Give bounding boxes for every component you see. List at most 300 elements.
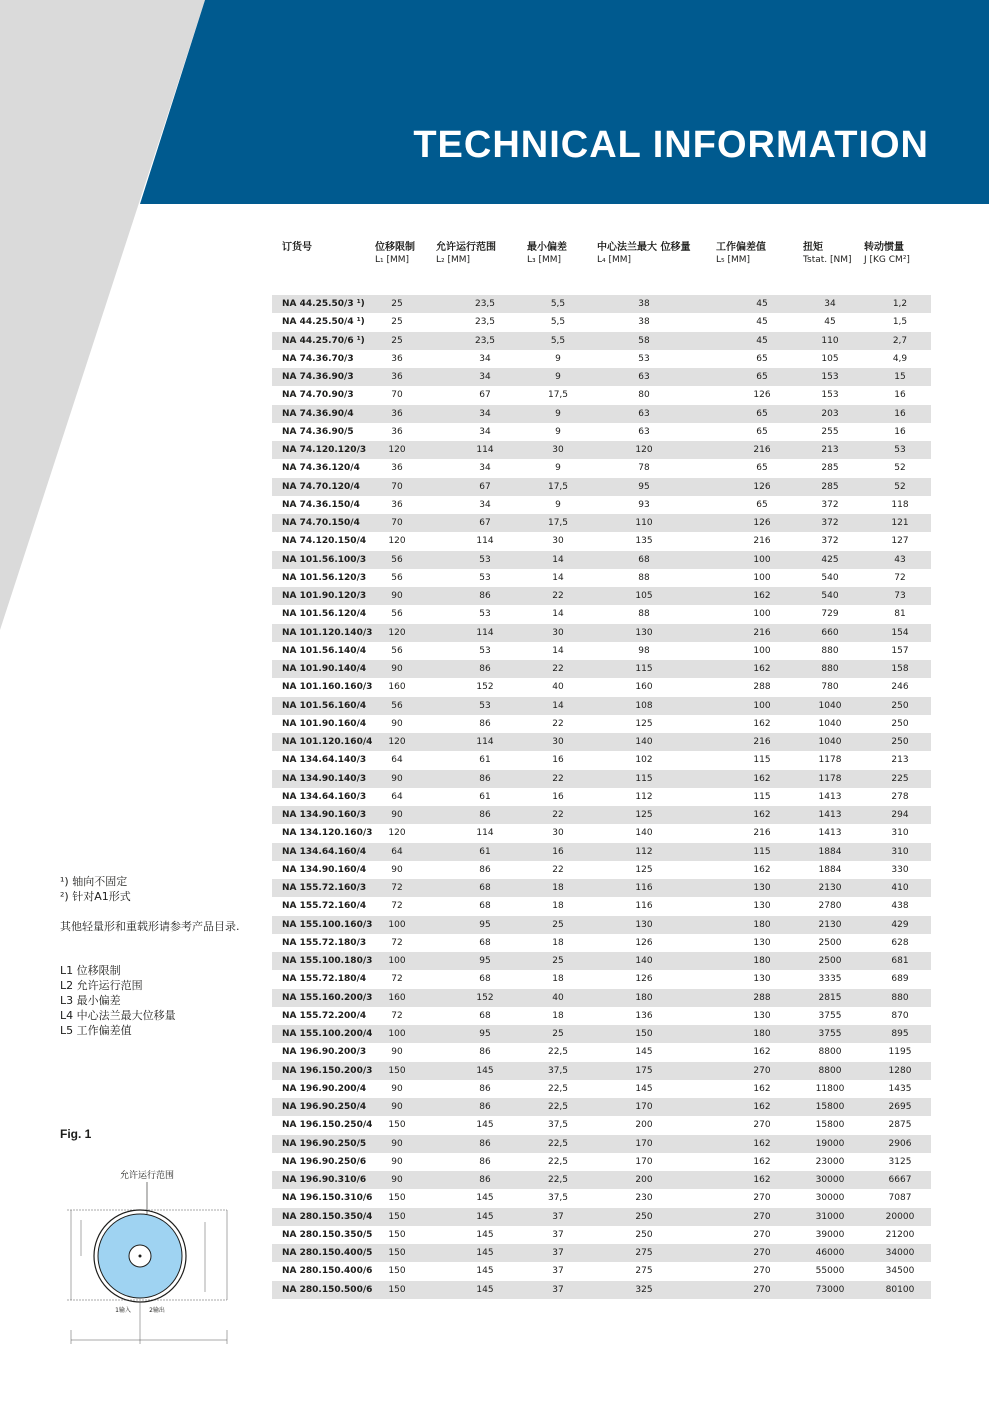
table-cell: 65: [756, 353, 768, 364]
table-cell: 110: [635, 518, 653, 528]
table-cell: 4,9: [892, 353, 908, 364]
table-cell: 98: [638, 645, 650, 656]
table-cell: 37,5: [547, 1120, 569, 1131]
order-number-cell: NA 74.36.120/4: [282, 463, 360, 474]
table-row: [272, 1171, 931, 1189]
table-cell: 127: [891, 536, 909, 547]
order-number-cell: NA 280.150.500/6: [282, 1284, 373, 1295]
order-number-cell: NA 74.36.70/3: [282, 353, 354, 364]
table-cell: 1178: [818, 755, 842, 766]
table-cell: 880: [821, 645, 839, 656]
table-cell: 150: [635, 1029, 653, 1039]
table-cell: 67: [479, 518, 491, 528]
table-cell: 200: [635, 1175, 653, 1185]
table-cell: 22: [552, 810, 564, 820]
table-cell: 18: [552, 1010, 564, 1021]
input-label: 1输入: [115, 1307, 131, 1314]
column-header-title: 订货号: [282, 242, 312, 253]
table-row: [272, 934, 931, 952]
table-cell: 30000: [815, 1175, 845, 1185]
table-cell: 114: [476, 737, 494, 747]
table-row: [272, 642, 931, 660]
table-row: [272, 441, 931, 459]
table-row: [272, 569, 931, 587]
table-cell: 22: [552, 773, 564, 784]
table-cell: 80100: [885, 1284, 915, 1295]
table-cell: 38: [638, 317, 650, 328]
order-number-cell: NA 134.64.140/3: [282, 755, 367, 766]
table-cell: 9: [555, 372, 561, 382]
table-cell: 22,5: [547, 1156, 569, 1167]
table-row: [272, 295, 931, 313]
table-cell: 150: [388, 1065, 406, 1076]
table-cell: 145: [476, 1229, 494, 1240]
table-cell: 162: [753, 864, 771, 875]
column-header: [716, 241, 766, 267]
table-cell: 102: [635, 755, 653, 766]
order-number-cell: NA 134.90.160/4: [282, 864, 367, 875]
table-cell: 100: [388, 919, 406, 930]
table-cell: 53: [638, 353, 650, 364]
grey-diagonal-band: [0, 0, 205, 630]
table-cell: 90: [391, 864, 403, 875]
table-cell: 15800: [815, 1102, 845, 1112]
table-cell: 45: [756, 317, 768, 328]
table-cell: 6667: [888, 1175, 912, 1185]
table-row: [272, 660, 931, 678]
table-cell: 140: [635, 828, 653, 839]
table-row: [272, 514, 931, 532]
table-cell: 150: [388, 1211, 406, 1222]
table-cell: 140: [635, 956, 653, 966]
table-cell: 81: [894, 609, 906, 620]
table-cell: 250: [891, 718, 909, 729]
order-number-cell: NA 44.25.50/4 ¹): [282, 317, 365, 328]
legend-item: L1 位移限制: [60, 964, 121, 977]
table-row: [272, 788, 931, 806]
table-cell: 250: [635, 1229, 653, 1240]
table-cell: 37,5: [547, 1065, 569, 1076]
table-cell: 22: [552, 664, 564, 674]
table-cell: 25: [391, 335, 403, 346]
table-cell: 372: [821, 499, 839, 510]
table-cell: 37: [552, 1229, 564, 1240]
table-cell: 90: [391, 1138, 403, 1149]
table-cell: 16: [552, 846, 564, 857]
table-cell: 30: [552, 445, 564, 455]
order-number-cell: NA 74.120.120/3: [282, 445, 367, 455]
order-number-cell: NA 280.150.350/4: [282, 1211, 373, 1222]
table-cell: 37: [552, 1284, 564, 1295]
table-cell: 1413: [818, 810, 842, 820]
table-cell: 152: [476, 992, 494, 1003]
table-cell: 18: [552, 901, 564, 912]
table-cell: 90: [391, 591, 403, 601]
column-header-title: 位移限制: [375, 242, 415, 253]
table-cell: 150: [388, 1248, 406, 1258]
table-cell: 160: [635, 682, 653, 693]
table-cell: 56: [391, 645, 403, 656]
table-cell: 216: [753, 737, 771, 747]
order-number-cell: NA 155.160.200/3: [282, 992, 373, 1003]
column-header: [864, 241, 910, 267]
table-cell: 120: [388, 445, 406, 455]
table-cell: 14: [552, 700, 564, 711]
table-row: [272, 989, 931, 1007]
table-cell: 270: [753, 1120, 771, 1131]
footnote: ¹) 轴向不固定: [60, 875, 128, 888]
table-cell: 270: [753, 1229, 771, 1240]
table-cell: 68: [479, 1010, 491, 1021]
table-row: [272, 970, 931, 988]
order-number-cell: NA 74.70.120/4: [282, 481, 360, 492]
order-number-cell: NA 101.56.100/3: [282, 554, 367, 565]
table-row: [272, 879, 931, 897]
table-cell: 285: [821, 481, 839, 492]
table-cell: 95: [479, 956, 491, 966]
table-cell: 294: [891, 810, 909, 820]
table-cell: 100: [753, 645, 771, 656]
table-row: [272, 1098, 931, 1116]
table-cell: 729: [821, 609, 839, 620]
table-cell: 5,5: [550, 299, 566, 309]
column-header-unit: L₁ [MM]: [375, 255, 410, 265]
table-cell: 90: [391, 1175, 403, 1185]
table-cell: 275: [635, 1266, 653, 1277]
table-cell: 86: [479, 1083, 491, 1094]
table-cell: 65: [756, 499, 768, 510]
table-cell: 86: [479, 773, 491, 784]
table-cell: 126: [635, 937, 653, 948]
table-row: [272, 806, 931, 824]
table-cell: 25: [552, 1029, 564, 1039]
table-cell: 39000: [815, 1229, 845, 1240]
table-cell: 90: [391, 1083, 403, 1094]
table-cell: 16: [894, 390, 906, 401]
table-cell: 86: [479, 1047, 491, 1058]
coupling-diagram: [55, 1162, 245, 1352]
column-header-unit: J [KG CM²]: [864, 255, 910, 265]
table-cell: 125: [635, 810, 653, 820]
order-number-cell: NA 280.150.400/5: [282, 1248, 373, 1258]
table-cell: 20000: [885, 1211, 915, 1222]
table-cell: 34000: [885, 1248, 915, 1258]
table-cell: 1413: [818, 828, 842, 839]
table-cell: 270: [753, 1248, 771, 1258]
table-cell: 100: [753, 554, 771, 565]
table-cell: 100: [753, 572, 771, 583]
table-cell: 9: [555, 426, 561, 437]
table-cell: 100: [388, 956, 406, 966]
table-cell: 37,5: [547, 1193, 569, 1204]
table-row: [272, 624, 931, 642]
table-cell: 72: [391, 883, 403, 893]
order-number-cell: NA 101.90.160/4: [282, 718, 367, 729]
table-cell: 65: [756, 463, 768, 474]
table-cell: 118: [891, 499, 909, 510]
table-cell: 125: [635, 864, 653, 875]
table-cell: 225: [891, 773, 909, 784]
table-cell: 330: [891, 864, 909, 875]
legend-item: L3 最小偏差: [60, 994, 121, 1007]
table-cell: 86: [479, 1156, 491, 1167]
table-cell: 36: [391, 463, 403, 474]
table-cell: 36: [391, 426, 403, 437]
table-row: [272, 861, 931, 879]
table-cell: 438: [891, 901, 909, 912]
table-cell: 95: [479, 919, 491, 930]
table-cell: 90: [391, 1102, 403, 1112]
table-cell: 780: [821, 682, 839, 693]
table-cell: 410: [891, 883, 909, 893]
table-cell: 93: [638, 499, 650, 510]
table-cell: 1195: [888, 1047, 912, 1058]
table-cell: 1435: [888, 1083, 912, 1094]
order-number-cell: NA 134.64.160/3: [282, 791, 367, 802]
output-label: 2输出: [149, 1307, 165, 1314]
column-header: [282, 241, 312, 254]
table-row: [272, 459, 931, 477]
column-header: [527, 241, 567, 267]
table-cell: 14: [552, 609, 564, 620]
table-cell: 72: [894, 572, 906, 583]
order-number-cell: NA 101.56.140/4: [282, 645, 367, 656]
table-cell: 21200: [885, 1229, 915, 1240]
table-cell: 126: [753, 481, 771, 492]
table-cell: 100: [388, 1029, 406, 1039]
table-row: [272, 1025, 931, 1043]
table-cell: 45: [756, 299, 768, 309]
table-cell: 120: [388, 627, 406, 638]
table-cell: 37: [552, 1248, 564, 1258]
table-row: [272, 478, 931, 496]
table-cell: 1,5: [892, 317, 908, 328]
table-cell: 86: [479, 664, 491, 674]
table-cell: 162: [753, 664, 771, 674]
order-number-cell: NA 74.36.90/3: [282, 372, 354, 382]
table-cell: 22,5: [547, 1102, 569, 1112]
table-cell: 18: [552, 974, 564, 985]
table-cell: 135: [635, 536, 653, 547]
table-cell: 425: [821, 554, 839, 565]
table-cell: 86: [479, 1138, 491, 1149]
table-cell: 68: [638, 554, 650, 565]
table-cell: 108: [635, 700, 653, 711]
table-cell: 200: [635, 1120, 653, 1131]
table-cell: 1178: [818, 773, 842, 784]
table-cell: 870: [891, 1010, 909, 1021]
table-row: [272, 678, 931, 696]
table-cell: 25: [552, 956, 564, 966]
table-row: [272, 587, 931, 605]
table-cell: 372: [821, 518, 839, 528]
table-cell: 64: [391, 755, 403, 766]
order-number-cell: NA 101.120.140/3: [282, 627, 373, 638]
table-cell: 162: [753, 1102, 771, 1112]
table-cell: 2500: [818, 956, 842, 966]
column-header-title: 最小偏差: [527, 242, 567, 253]
table-cell: 170: [635, 1138, 653, 1149]
table-row: [272, 1281, 931, 1299]
order-number-cell: NA 44.25.70/6 ¹): [282, 335, 365, 346]
table-cell: 25: [391, 317, 403, 328]
table-cell: 150: [388, 1229, 406, 1240]
table-cell: 1,2: [892, 299, 908, 309]
table-row: [272, 697, 931, 715]
table-cell: 162: [753, 591, 771, 601]
table-cell: 2,7: [892, 335, 908, 346]
table-cell: 2500: [818, 937, 842, 948]
table-cell: 162: [753, 1138, 771, 1149]
order-number-cell: NA 74.70.150/4: [282, 518, 360, 528]
column-header-unit: L₄ [MM]: [597, 255, 632, 265]
table-row: [272, 496, 931, 514]
table-cell: 7087: [888, 1193, 912, 1204]
table-cell: 56: [391, 572, 403, 583]
table-cell: 216: [753, 828, 771, 839]
table-cell: 68: [479, 974, 491, 985]
table-cell: 150: [388, 1120, 406, 1131]
table-cell: 8800: [818, 1065, 842, 1076]
table-cell: 100: [753, 609, 771, 620]
table-cell: 86: [479, 1102, 491, 1112]
table-cell: 130: [753, 937, 771, 948]
table-cell: 160: [388, 682, 406, 693]
table-cell: 180: [753, 956, 771, 966]
table-cell: 86: [479, 864, 491, 875]
table-cell: 65: [756, 408, 768, 419]
table-row: [272, 1080, 931, 1098]
table-cell: 88: [638, 572, 650, 583]
table-cell: 1040: [818, 718, 842, 729]
table-cell: 130: [753, 1010, 771, 1021]
table-cell: 250: [635, 1211, 653, 1222]
table-cell: 3335: [818, 974, 842, 985]
figure-caption: 允许运行范围: [119, 1171, 175, 1181]
table-cell: 36: [391, 408, 403, 419]
table-row: [272, 770, 931, 788]
table-cell: 115: [635, 773, 653, 784]
table-cell: 86: [479, 810, 491, 820]
table-cell: 121: [891, 518, 909, 528]
table-cell: 145: [476, 1248, 494, 1258]
table-cell: 53: [894, 445, 906, 455]
table-cell: 22: [552, 718, 564, 729]
table-cell: 110: [821, 335, 839, 346]
table-cell: 61: [479, 755, 491, 766]
column-header-title: 转动惯量: [864, 242, 904, 253]
table-cell: 65: [756, 372, 768, 382]
legend-list: [60, 963, 176, 1038]
order-number-cell: NA 155.72.160/4: [282, 901, 367, 912]
table-cell: 19000: [815, 1138, 845, 1149]
table-cell: 18: [552, 937, 564, 948]
table-cell: 157: [891, 645, 909, 656]
order-number-cell: NA 101.56.160/4: [282, 700, 367, 711]
table-row: [272, 1116, 931, 1134]
center-mark: [139, 1255, 142, 1258]
table-row: [272, 715, 931, 733]
table-cell: 23,5: [474, 335, 496, 346]
table-cell: 8800: [818, 1047, 842, 1058]
table-cell: 30: [552, 737, 564, 747]
table-cell: 310: [891, 828, 909, 839]
order-number-cell: NA 44.25.50/3 ¹): [282, 299, 365, 309]
order-number-cell: NA 74.120.150/4: [282, 536, 367, 547]
table-row: [272, 405, 931, 423]
column-header-title: 中心法兰最大 位移量: [597, 242, 691, 253]
table-cell: 61: [479, 791, 491, 802]
table-cell: 1280: [888, 1065, 912, 1076]
page-title: TECHNICAL INFORMATION: [413, 124, 929, 166]
table-row: [272, 605, 931, 623]
table-cell: 115: [753, 846, 771, 857]
table-cell: 895: [891, 1029, 909, 1039]
order-number-cell: NA 101.56.120/3: [282, 572, 367, 583]
column-header-title: 工作偏差值: [716, 242, 766, 253]
table-cell: 162: [753, 718, 771, 729]
table-cell: 2130: [818, 919, 842, 930]
table-cell: 90: [391, 810, 403, 820]
table-cell: 70: [391, 518, 403, 528]
table-cell: 681: [891, 956, 909, 966]
column-header-unit: L₅ [MM]: [716, 255, 751, 265]
table-cell: 1413: [818, 791, 842, 802]
table-cell: 34: [479, 499, 491, 510]
column-header-unit: Tstat. [NM]: [803, 255, 852, 265]
table-cell: 68: [479, 883, 491, 893]
table-cell: 17,5: [547, 481, 569, 492]
table-cell: 23000: [815, 1156, 845, 1167]
table-cell: 25: [391, 299, 403, 309]
table-cell: 120: [635, 445, 653, 455]
table-cell: 53: [479, 609, 491, 620]
table-cell: 14: [552, 645, 564, 656]
table-cell: 16: [894, 426, 906, 437]
table-cell: 114: [476, 445, 494, 455]
table-cell: 126: [753, 390, 771, 401]
table-cell: 105: [821, 353, 839, 364]
table-cell: 160: [388, 992, 406, 1003]
table-cell: 170: [635, 1102, 653, 1112]
table-cell: 22,5: [547, 1138, 569, 1149]
table-cell: 95: [638, 481, 650, 492]
table-cell: 16: [894, 408, 906, 419]
table-row: [272, 1062, 931, 1080]
table-cell: 72: [391, 937, 403, 948]
table-cell: 130: [753, 883, 771, 893]
order-number-cell: NA 155.100.180/3: [282, 956, 373, 966]
blue-header-band: [140, 0, 989, 204]
table-cell: 246: [891, 682, 909, 693]
table-cell: 45: [824, 317, 836, 328]
table-cell: 72: [391, 1010, 403, 1021]
table-cell: 230: [635, 1193, 653, 1204]
table-cell: 270: [753, 1211, 771, 1222]
table-cell: 216: [753, 536, 771, 547]
table-row: [272, 313, 931, 331]
table-cell: 80: [638, 390, 650, 401]
table-cell: 213: [821, 445, 839, 455]
column-header-title: 允许运行范围: [436, 242, 496, 253]
table-row: [272, 1208, 931, 1226]
table-cell: 2906: [888, 1138, 912, 1149]
table-cell: 34: [824, 299, 836, 309]
column-header: [375, 241, 415, 267]
table-cell: 162: [753, 1156, 771, 1167]
table-cell: 285: [821, 463, 839, 474]
table-cell: 250: [891, 700, 909, 711]
